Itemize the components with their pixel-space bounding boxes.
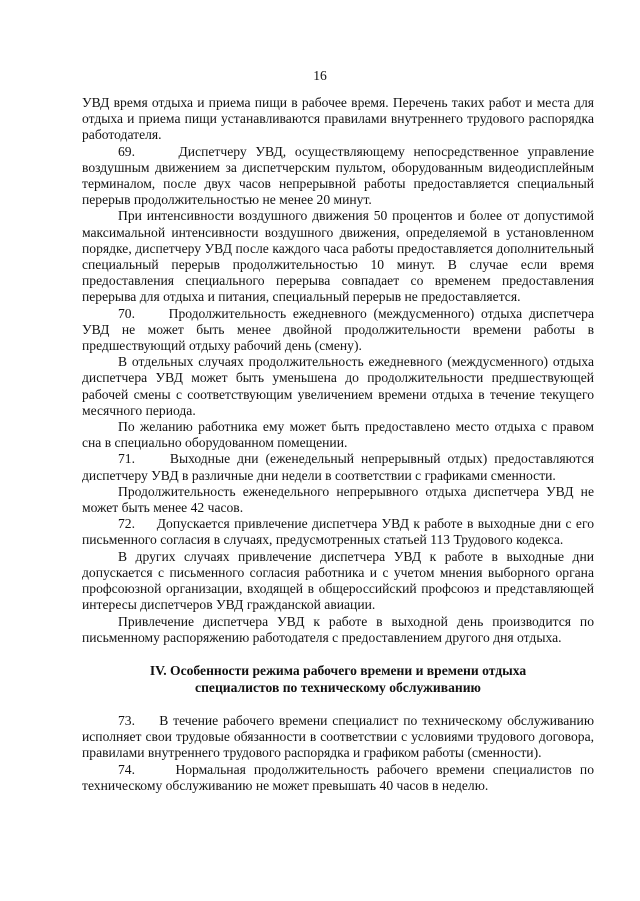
paragraph-text: Продолжительность ежедневного (междусменного) отдыха диспетчера УВД не может быть менее двойной продолжительности времени работы в предшествующий отдыху рабочий день (смену). bbox=[82, 305, 595, 354]
clause-number: 73. bbox=[118, 712, 155, 728]
paragraph bbox=[82, 484, 594, 516]
paragraph-text: Нормальная продолжительность рабочего времени специалистов по техническому обслуживанию не может превышать 40 часов в неделю. bbox=[82, 761, 594, 793]
clause-71 bbox=[82, 451, 594, 483]
paragraph bbox=[82, 354, 594, 419]
paragraph-text: УВД время отдыха и приема пищи в рабочее время. Перечень таких работ и места для отдыха и приема пищи устанавливаются правилами внутреннего трудового распорядка работодателя. bbox=[82, 95, 594, 143]
clause-number: 72. bbox=[118, 516, 153, 532]
clause-72 bbox=[82, 516, 594, 548]
paragraph-text: Диспетчеру УВД, осуществляющему непосредственное управление воздушным движением за диспетчерским пультом, оборудованным видеодисплейным терминалом, после двух часов непрерывной работы предоставляется специальный перерыв продолжительностью не менее 20 минут. bbox=[82, 143, 594, 208]
paragraph-text: По желанию работника ему может быть предоставлено место отдыха с правом сна в специально оборудованном помещении. bbox=[82, 419, 594, 451]
document-body bbox=[82, 95, 594, 794]
clause-number: 74. bbox=[118, 761, 168, 777]
paragraph-text: Привлечение диспетчера УВД к работе в выходной день производится по письменному распоряжению работодателя с предоставлением другого дня отдыха. bbox=[82, 613, 594, 645]
paragraph-continuation bbox=[82, 95, 594, 144]
clause-73 bbox=[82, 713, 594, 762]
clause-number: 69. bbox=[118, 143, 170, 159]
paragraph bbox=[82, 614, 594, 646]
paragraph-text: В течение рабочего времени специалист по техническому обслуживанию исполняет свои трудовые обязанности в соответствии с условиями трудового договора, правилами внутреннего трудового распорядка и графиком работы (сменности). bbox=[82, 712, 594, 761]
paragraph-text: Выходные дни (еженедельный непрерывный отдых) предоставляются диспетчеру УВД в различные дни недели в соответствии с графиками сменности. bbox=[82, 451, 594, 483]
paragraph bbox=[82, 208, 594, 305]
clause-70 bbox=[82, 306, 594, 355]
paragraph-text: Допускается привлечение диспетчера УВД к работе в выходные дни с его письменного согласия в случаях, предусмотренных статьей 113 Трудового кодекса. bbox=[82, 516, 594, 548]
section-heading-line-1: IV. Особенности режима рабочего времени и времени отдыха bbox=[149, 662, 527, 678]
section-heading bbox=[82, 662, 594, 696]
paragraph-text: При интенсивности воздушного движения 50 процентов и более от допустимой максимальной интенсивности воздушного движения, определяемой в установленном порядке, диспетчеру УВД после каждого часа работы предоставляется дополнительный специальный перерыв продолжительностью 10 минут. В случае если время предоставления специального перерыва совпадает со временем предоставления перерыва для отдыха и питания, специальный перерыв не предоставляется. bbox=[82, 208, 594, 305]
clause-74 bbox=[82, 762, 594, 794]
page-number: 16 bbox=[313, 68, 327, 83]
paragraph bbox=[82, 549, 594, 614]
clause-number: 70. bbox=[118, 305, 162, 321]
paragraph-text: В отдельных случаях продолжительность ежедневного (междусменного) отдыха диспетчера УВД может быть уменьшена до продолжительности предшествующей рабочей смены с соответствующим увеличением времени отдыха в течение текущего месячного периода. bbox=[82, 354, 594, 418]
paragraph-text: Продолжительность еженедельного непрерывного отдыха диспетчера УВД не может быть менее 42 часов. bbox=[82, 483, 594, 516]
paragraph bbox=[82, 419, 594, 451]
paragraph-text: В других случаях привлечение диспетчера УВД к работе в выходные дни допускается с письменного согласия работника и с учетом мнения выборного органа профсоюзной организации, входящей в общероссийский профсоюз и представляющей интересы диспетчеров УВД гражданской авиации. bbox=[82, 548, 594, 613]
section-heading-line-2: специалистов по техническому обслуживанию bbox=[195, 679, 481, 695]
clause-69 bbox=[82, 144, 594, 209]
clause-number: 71. bbox=[118, 451, 163, 467]
